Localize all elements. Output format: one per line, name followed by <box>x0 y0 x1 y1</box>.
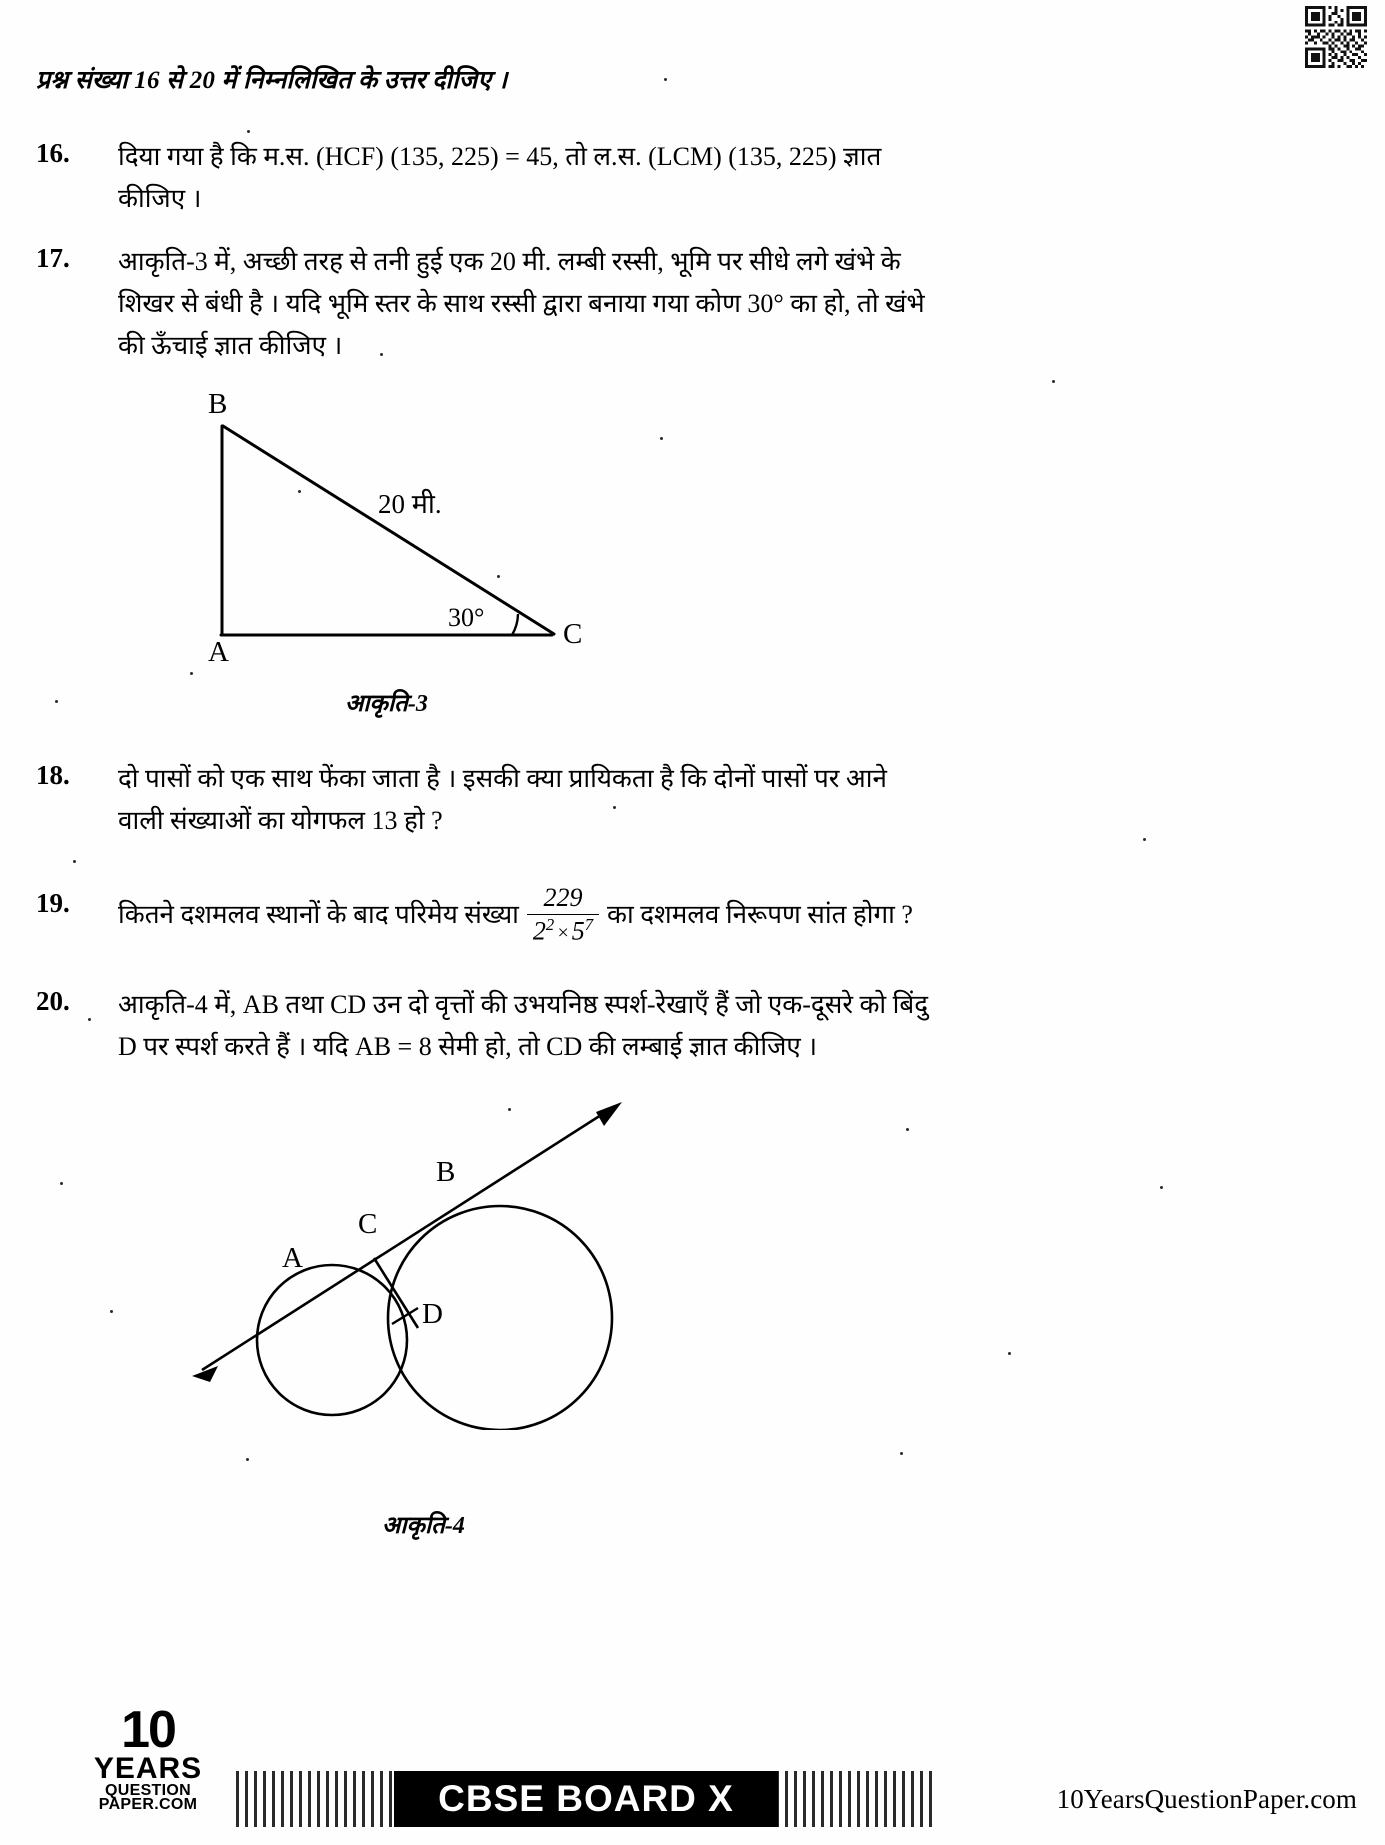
figure-4-label-D: D <box>422 1298 443 1330</box>
figure-4-caption: आकृति-4 <box>382 1513 465 1539</box>
denominator-times-sign: × <box>556 922 570 945</box>
logo-years-text: YEARS <box>93 1751 203 1785</box>
figure-3-triangle <box>160 390 680 680</box>
question-body-16 <box>118 136 1268 220</box>
question-number-19: 19. <box>36 888 70 918</box>
figure-3-length-label: 20 मी. <box>378 489 442 519</box>
scan-speck <box>380 353 383 356</box>
scan-speck <box>497 575 500 578</box>
footer-banner <box>236 1771 936 1827</box>
ten-years-logo <box>68 1701 228 1814</box>
qr-code-icon <box>1305 6 1367 68</box>
scan-speck <box>906 1128 909 1131</box>
banner-title-box <box>394 1771 778 1827</box>
figure-4-label-B: B <box>436 1156 456 1188</box>
scan-speck <box>55 700 58 703</box>
question-19-suffix: का दशमलव निरूपण सांत होगा ? <box>607 899 913 929</box>
fraction-denominator <box>527 914 599 946</box>
scan-speck <box>664 78 667 81</box>
instruction-line: प्रश्न संख्या 16 से 20 में निम्नलिखित के उत्तर दीजिए । <box>36 67 508 94</box>
question-number-20: 20. <box>36 986 70 1016</box>
scan-speck <box>247 130 250 133</box>
scan-speck <box>110 1310 113 1313</box>
question-16-line-2: कीजिए । <box>118 184 202 214</box>
scan-speck <box>1143 838 1146 841</box>
scan-speck <box>88 1018 91 1021</box>
scan-speck <box>613 806 616 809</box>
scan-speck <box>508 1108 511 1111</box>
rational-number-fraction <box>527 884 599 946</box>
question-20-line-1: आकृति-4 में, AB तथा CD उन दो वृत्तों की उभयनिष्ठ स्पर्श-रेखाएँ हैं जो एक-दूसरे को बिंदु <box>118 990 929 1019</box>
question-17-line-3: की ऊँचाई ज्ञात कीजिए । <box>118 331 343 361</box>
scan-speck <box>1052 380 1055 383</box>
denominator-base-2: 5 <box>571 916 585 946</box>
question-number-16: 16. <box>36 138 70 168</box>
figure-3-angle-label: 30° <box>448 603 485 632</box>
scan-speck <box>190 672 193 675</box>
logo-question-paper-text: QUESTION PAPER.COM <box>98 1781 198 1814</box>
question-19-prefix: कितने दशमलव स्थानों के बाद परिमेय संख्या <box>118 899 519 929</box>
question-body-18 <box>118 758 1278 842</box>
scan-speck <box>60 1182 63 1185</box>
question-16-line-1: दिया गया है कि म.स. (HCF) (135, 225) = 45, तो ल.स. (LCM) (135, 225) ज्ञात <box>118 142 882 171</box>
question-17-line-1: आकृति-3 में, अच्छी तरह से तनी हुई एक 20 मी. लम्बी रस्सी, भूमि पर सीधे लगे खंभे के <box>118 247 901 276</box>
question-18-line-1: दो पासों को एक साथ फेंका जाता है । इसकी क्या प्रायिकता है कि दोनों पासों पर आने <box>118 764 887 793</box>
question-number-17: 17. <box>36 243 70 273</box>
question-body-20 <box>118 984 1298 1068</box>
fraction-numerator: 229 <box>543 883 583 912</box>
denominator-base-1: 2 <box>532 916 546 946</box>
page-footer <box>0 1701 1385 1845</box>
figure-4-circles <box>170 1090 690 1430</box>
figure-4-label-A: A <box>282 1242 303 1274</box>
figure-4-label-C: C <box>358 1208 378 1240</box>
site-url-text: 10YearsQuestionPaper.com <box>1056 1784 1357 1814</box>
scan-speck <box>1160 1186 1163 1189</box>
scan-speck <box>1008 1352 1011 1355</box>
figure-3-label-C: C <box>563 618 583 650</box>
denominator-exponent-2: 7 <box>584 914 594 934</box>
question-body-17 <box>118 241 1278 367</box>
figure-3-label-B: B <box>208 388 228 420</box>
scan-speck <box>900 1452 903 1455</box>
denominator-exponent-1: 2 <box>545 914 555 934</box>
logo-number: 10 <box>121 1701 175 1760</box>
question-19-line <box>118 884 1298 946</box>
scan-speck <box>73 860 76 863</box>
scan-speck <box>298 490 301 493</box>
question-body-19 <box>118 884 1298 946</box>
figure-3-caption: आकृति-3 <box>345 691 428 717</box>
figure-3-label-A: A <box>208 636 229 668</box>
banner-title-text: CBSE BOARD X <box>438 1778 734 1819</box>
question-20-line-2: D पर स्पर्श करते हैं । यदि AB = 8 सेमी हो, तो CD की लम्बाई ज्ञात कीजिए । <box>118 1032 818 1062</box>
scan-speck <box>660 437 663 440</box>
question-number-18: 18. <box>36 760 70 790</box>
question-17-line-2: शिखर से बंधी है । यदि भूमि स्तर के साथ रस्सी द्वारा बनाया गया कोण 30° का हो, तो खंभे <box>118 289 925 319</box>
scan-speck <box>246 1458 249 1461</box>
question-18-line-2: वाली संख्याओं का योगफल 13 हो ? <box>118 806 443 836</box>
